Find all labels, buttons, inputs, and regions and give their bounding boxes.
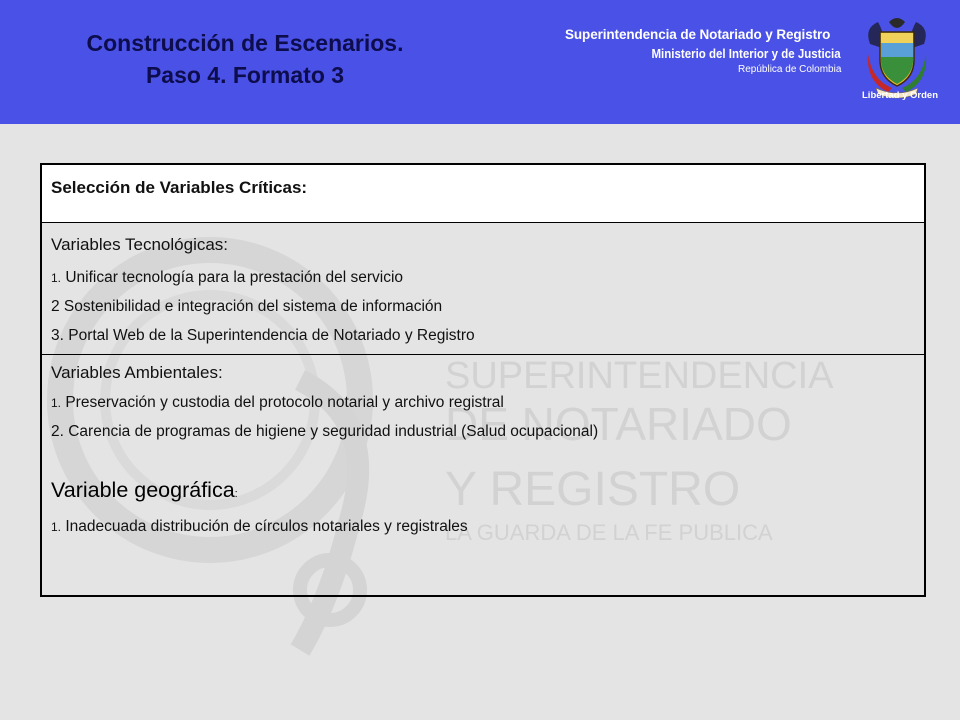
- technological-variables-section: [42, 223, 924, 355]
- list-item: [51, 423, 598, 441]
- item-text: Preservación y custodia del protocolo notarial y archivo registral: [61, 394, 504, 411]
- table-header-row: [42, 165, 924, 223]
- list-item: [51, 269, 403, 287]
- geographic-title: Variable geográfica: [51, 478, 235, 502]
- section-title: Variables Ambientales:: [51, 363, 223, 382]
- environmental-and-geographic-section: [42, 355, 924, 595]
- item-text: Inadecuada distribución de círculos notariales y registrales: [61, 518, 468, 535]
- title-line-2: Paso 4. Formato 3: [145, 62, 345, 88]
- country-name: República de Colombia: [738, 64, 842, 75]
- section-title: Variables Tecnológicas:: [51, 235, 229, 254]
- geographic-colon: :: [234, 488, 238, 500]
- list-item: [51, 518, 468, 536]
- title-line-1: Construcción de Escenarios.: [86, 30, 404, 56]
- header-bar: [0, 0, 960, 124]
- organization-block: [565, 25, 855, 77]
- item-text: 2 Sostenibilidad e integración del sistema de información: [51, 298, 443, 315]
- watermark-line-2: DE NOTARIADO: [445, 398, 792, 450]
- section-title-large: [51, 478, 238, 503]
- list-item: [51, 394, 504, 412]
- watermark-line-3: Y REGISTRO: [445, 463, 741, 516]
- item-text: 2. Carencia de programas de higiene y seguridad industrial (Salud ocupacional): [51, 423, 599, 440]
- critical-variables-table: [40, 163, 926, 597]
- item-number: 1.: [51, 520, 62, 534]
- item-number: 1.: [51, 396, 62, 410]
- table-header: Selección de Variables Críticas:: [51, 178, 308, 197]
- motto-text: Libertad y Orden: [862, 90, 939, 101]
- list-item: [51, 298, 442, 316]
- list-item: [51, 327, 475, 345]
- item-number: 1.: [51, 271, 62, 285]
- org-name: Superintendencia de Notariado y Registro: [565, 27, 831, 42]
- item-text: 3. Portal Web de la Superintendencia de Notariado y Registro: [51, 327, 475, 344]
- ministry-name: Ministerio del Interior y de Justicia: [651, 47, 841, 61]
- watermark-line-4: LA GUARDA DE LA FE PUBLICA: [445, 520, 773, 545]
- item-text: Unificar tecnología para la prestación del servicio: [61, 269, 404, 286]
- watermark-line-1: SUPERINTENDENCIA: [445, 355, 834, 397]
- slide-title: [0, 27, 490, 91]
